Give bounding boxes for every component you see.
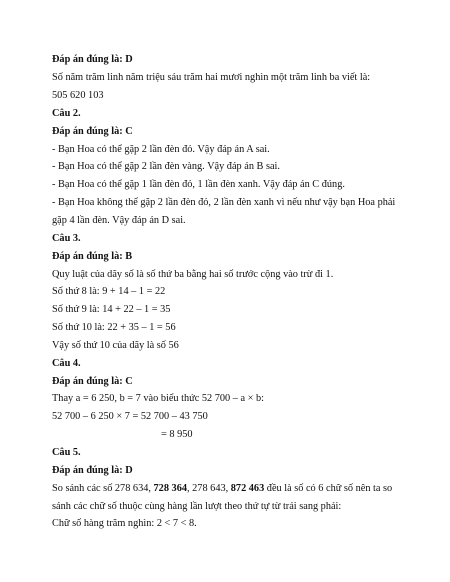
question-2-line-1: - Bạn Hoa có thể gặp 2 lần đèn đỏ. Vậy đáp án A sai. [52, 144, 270, 155]
question-2-line-5: gặp 4 lần đèn. Vậy đáp án D sai. [52, 215, 186, 226]
question-4-heading: Câu 4. [52, 358, 81, 369]
q5-text-c: , 278 643, [187, 483, 231, 494]
q5-text-a: So sánh các số 278 634, [52, 483, 154, 494]
question-2-line-3: - Bạn Hoa có thể gặp 1 lần đèn đỏ, 1 lần đèn xanh. Vậy đáp án C đúng. [52, 179, 345, 190]
question-3-line-1: Quy luật của dãy số là số thứ ba bằng hai số trước cộng vào trừ đi 1. [52, 269, 334, 280]
question-3-line-3: Số thứ 9 là: 14 + 22 – 1 = 35 [52, 304, 171, 315]
question-3-line-5: Vậy số thứ 10 của dãy là số 56 [52, 340, 179, 351]
question-4-line-1: Thay a = 6 250, b = 7 vào biểu thức 52 700 – a × b: [52, 393, 265, 404]
question-4-answer: Đáp án đúng là: C [52, 376, 133, 387]
question-5-answer: Đáp án đúng là: D [52, 465, 133, 476]
question-2-answer: Đáp án đúng là: C [52, 126, 133, 137]
question-5-line-2: sánh các chữ số thuộc cùng hàng lần lượt theo thứ tự từ trái sang phải: [52, 501, 342, 512]
q5-number-bold-2: 872 463 [230, 483, 265, 494]
answer-heading-1: Đáp án đúng là: D [52, 54, 133, 65]
question-3-answer: Đáp án đúng là: B [52, 251, 133, 262]
question-5-line-3: Chữ số hàng trăm nghìn: 2 < 7 < 8. [52, 518, 197, 529]
question-4-line-2: 52 700 – 6 250 × 7 = 52 700 – 43 750 [52, 411, 208, 422]
question-4-line-3: = 8 950 [161, 429, 193, 440]
question-3-line-2: Số thứ 8 là: 9 + 14 – 1 = 22 [52, 286, 166, 297]
question-5-line-1 [52, 482, 392, 495]
question-2-line-4: - Bạn Hoa không thể gặp 2 lần đèn đỏ, 2 lần đèn xanh vì nếu như vậy bạn Hoa phải [52, 197, 396, 208]
question-3-heading: Câu 3. [52, 233, 81, 244]
question-3-line-4: Số thứ 10 là: 22 + 35 – 1 = 56 [52, 322, 176, 333]
q5-number-bold-1: 728 364 [153, 483, 187, 494]
question-2-heading: Câu 2. [52, 108, 81, 119]
answer-1-text: Số năm trăm linh năm triệu sáu trăm hai mươi nghìn một trăm linh ba viết là: [52, 72, 371, 83]
answer-1-number: 505 620 103 [52, 90, 104, 101]
question-2-line-2: - Bạn Hoa có thể gặp 2 lần đèn vàng. Vậy đáp án B sai. [52, 161, 280, 172]
q5-text-e: đều là số có 6 chữ số nên ta so [264, 483, 393, 494]
question-5-heading: Câu 5. [52, 447, 81, 458]
